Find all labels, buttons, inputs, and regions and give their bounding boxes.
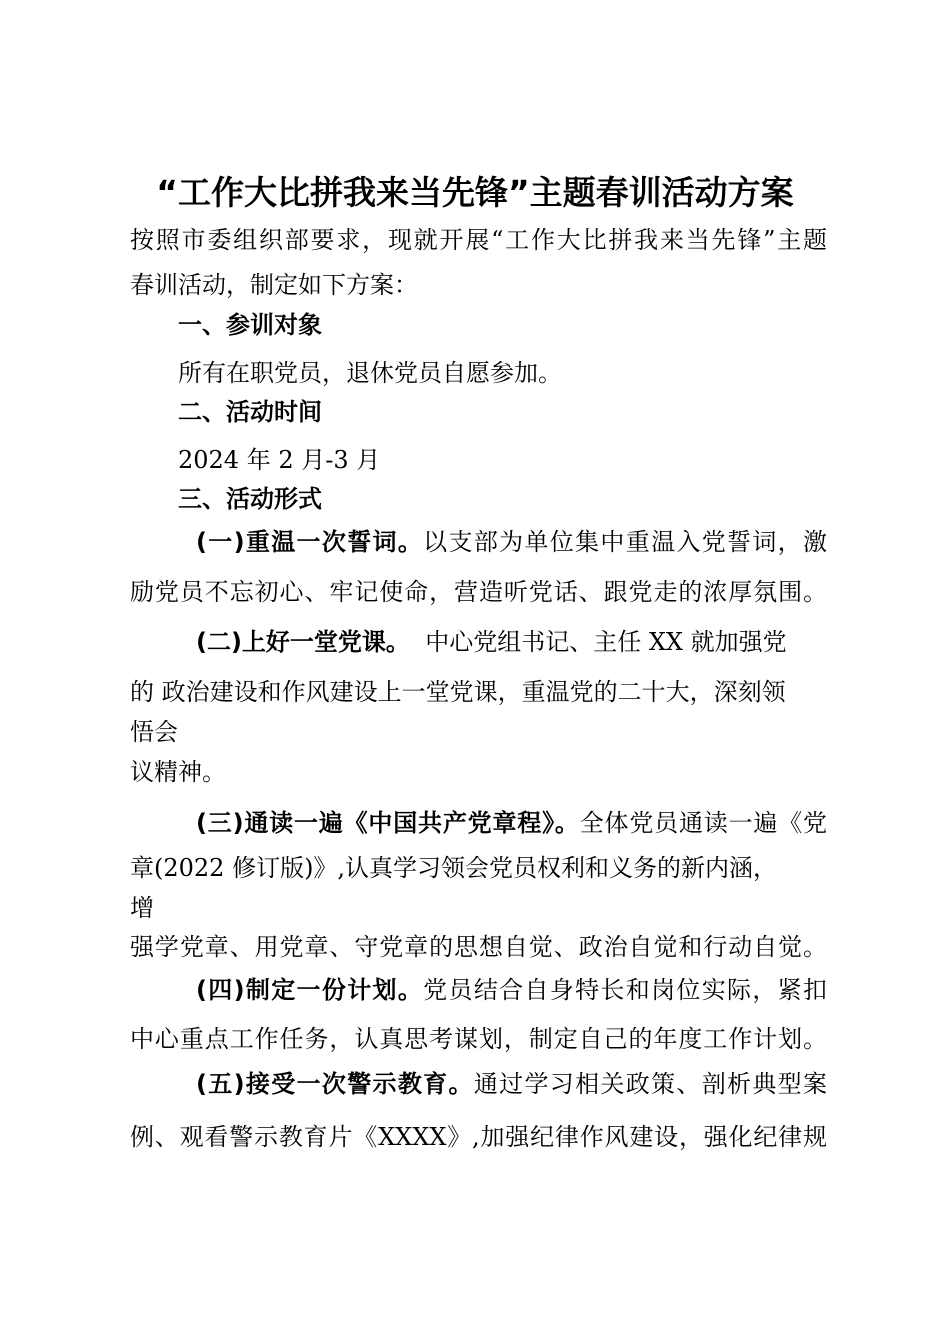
item-4-text: 党员结合自身特长和岗位实际，紧扣 bbox=[423, 976, 828, 1004]
section-heading-time: 二、活动时间 bbox=[178, 398, 322, 426]
item-1-line-2: 励党员不忘初心、牢记使命，营造听党话、跟党走的浓厚氛围。 bbox=[130, 578, 827, 606]
item-2-lead: (二)上好一堂党课。 bbox=[196, 628, 410, 656]
document-title: “工作大比拼我来当先锋”主题春训活动方案 bbox=[156, 173, 794, 212]
item-2-line-3: 悟会 bbox=[130, 718, 178, 746]
item-3-text: 全体党员通读一遍《党 bbox=[579, 809, 828, 837]
participants-text: 所有在职党员，退休党员自愿参加。 bbox=[178, 359, 562, 387]
item-4-line-2: 中心重点工作任务，认真思考谋划，制定自己的年度工作计划。 bbox=[130, 1025, 827, 1053]
item-5-line-2: 例、观看警示教育片《XXXX》,加强纪律作风建设，强化纪律规 bbox=[130, 1123, 827, 1151]
item-4-lead: (四)制定一份计划。 bbox=[196, 976, 424, 1004]
section-heading-participants: 一、参训对象 bbox=[178, 311, 322, 339]
item-3-lead: (三)通读一遍《中国共产党章程》。 bbox=[196, 809, 580, 837]
item-4-line-1 bbox=[196, 970, 827, 1010]
section-heading-format: 三、活动形式 bbox=[178, 485, 322, 513]
intro-line-2: 春训活动，制定如下方案： bbox=[130, 271, 418, 299]
item-1-text: 以支部为单位集中重温入党誓词，激 bbox=[423, 528, 828, 556]
item-1-lead: (一)重温一次誓词。 bbox=[196, 528, 424, 556]
item-2-line-4: 议精神。 bbox=[130, 758, 226, 786]
item-5-lead: (五)接受一次警示教育。 bbox=[196, 1070, 474, 1098]
time-text: 2024 年 2 月-3 月 bbox=[178, 446, 381, 474]
item-2-line-2: 的 政治建设和作风建设上一堂党课，重温党的二十大，深刻领 bbox=[130, 678, 786, 706]
item-1-line-1 bbox=[196, 522, 827, 562]
item-3-line-1 bbox=[196, 803, 827, 843]
item-3-line-3: 增 bbox=[130, 894, 154, 922]
item-3-line-2: 章(2022 修订版)》,认真学习领会党员权利和义务的新内涵， bbox=[130, 854, 778, 882]
item-5-text: 通过学习相关政策、剖析典型案 bbox=[473, 1070, 828, 1098]
item-5-line-1 bbox=[196, 1064, 827, 1104]
item-2-line-1 bbox=[196, 622, 787, 662]
intro-line-1: 按照市委组织部要求，现就开展“工作大比拼我来当先锋”主题 bbox=[130, 226, 827, 254]
item-3-line-4: 强学党章、用党章、守党章的思想自觉、政治自觉和行动自觉。 bbox=[130, 933, 827, 961]
item-2-text: 中心党组书记、主任 XX 就加强党 bbox=[409, 628, 787, 656]
